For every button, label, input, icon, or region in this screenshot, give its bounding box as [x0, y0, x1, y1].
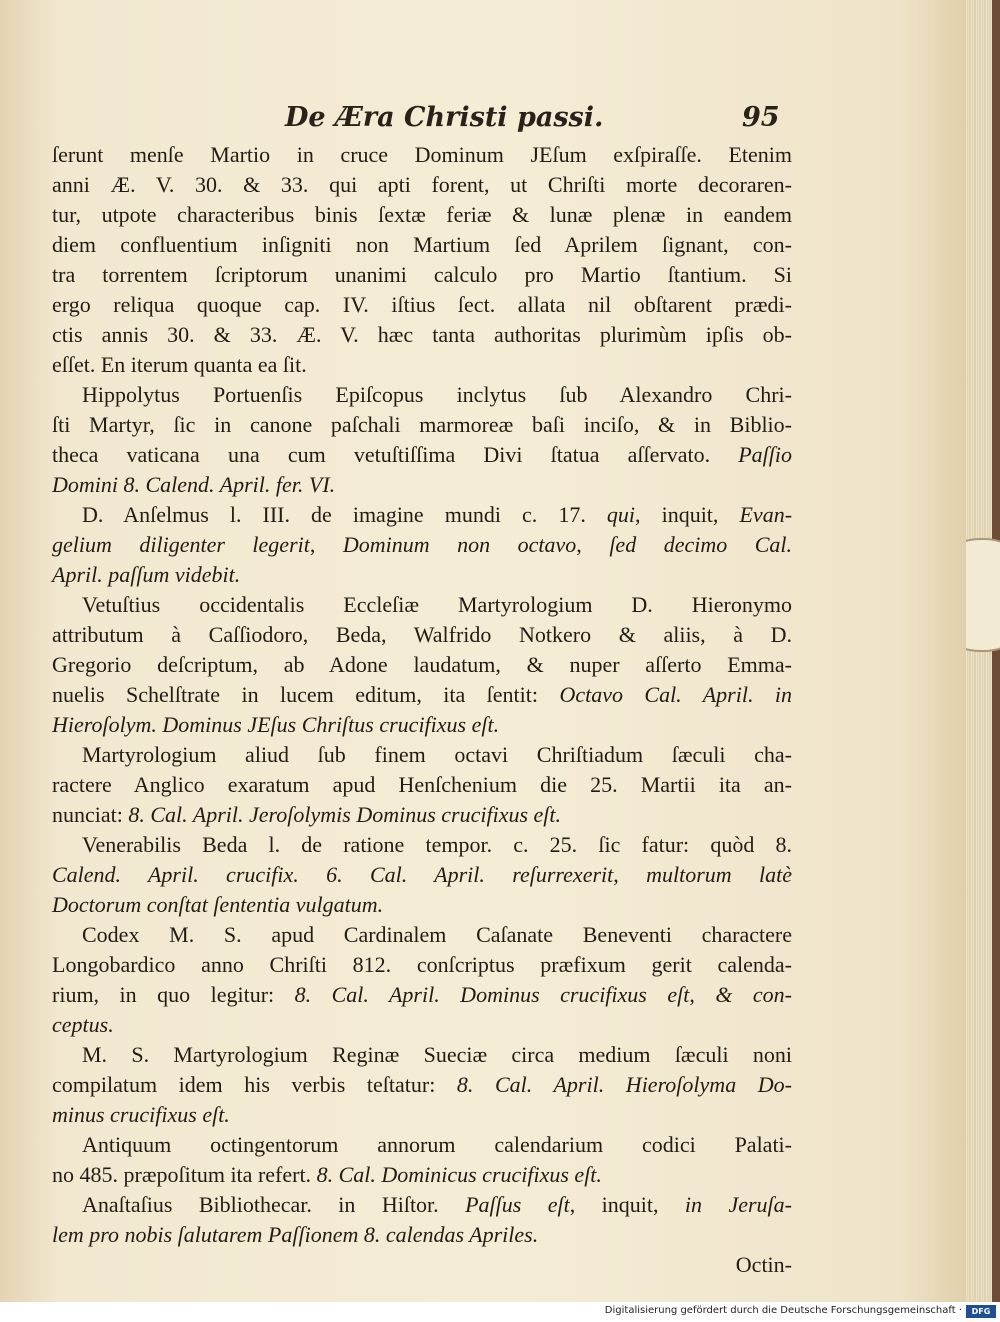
text-line — [52, 1130, 792, 1160]
text-line — [52, 710, 792, 740]
text-run: ſerunt menſe Martio in cruce Dominum JEſum exſpiraſſe. Etenim — [52, 142, 792, 167]
italic-text-run: & con- — [715, 982, 793, 1007]
text-run: Venerabilis Beda l. de ratione tempor. c. 25. ſic fatur: quòd 8. — [82, 832, 792, 857]
text-run: ſti Martyr, ſic in canone paſchali marmoreæ baſi inciſo, & in Biblio- — [52, 412, 792, 437]
italic-text-run: 8. Cal. April. Hieroſolyma Do- — [456, 1072, 792, 1097]
text-run: , inquit, — [569, 1192, 685, 1217]
body-text — [52, 140, 792, 1280]
text-line — [52, 560, 792, 590]
italic-text-run: Dominum non octavo — [342, 532, 577, 557]
italic-text-run: ſed decimo Cal. — [609, 532, 793, 557]
text-line — [52, 800, 792, 830]
text-line — [52, 380, 792, 410]
text-run: , — [576, 532, 610, 557]
text-line — [52, 1010, 792, 1040]
text-line — [52, 140, 792, 170]
text-line — [52, 530, 792, 560]
text-run: , — [613, 862, 647, 887]
text-run: eſſet. En iterum quanta ea ſit. — [52, 352, 307, 377]
text-run: Longobardico anno Chriſti 812. conſcriptus præfixum gerit calenda- — [52, 952, 792, 977]
italic-text-run: 8. Cal. April. Jeroſolymis Dominus crucifixus eſt. — [128, 802, 562, 827]
text-run: Vetuſtius occidentalis Eccleſiæ Martyrologium D. Hieronymo — [82, 592, 792, 617]
italic-text-run: in Jeruſa- — [684, 1192, 792, 1217]
text-run: Gregorio deſcriptum, ab Adone laudatum, & nuper aſſerto Emma- — [52, 652, 792, 677]
digitization-footer — [0, 1302, 1000, 1322]
text-run: attributum à Caſſiodoro, Beda, Walfrido Notkero & aliis, à D. — [52, 622, 792, 647]
text-line — [52, 920, 792, 950]
text-line — [52, 470, 792, 500]
text-run: theca vaticana una cum vetuſtiſſima Divi ſtatua aſſervato. — [52, 442, 739, 467]
text-run: diem confluentium inſigniti non Martium ſed Aprilem ſignant, con- — [52, 232, 792, 257]
italic-text-run: Paſſio — [738, 442, 792, 467]
dfg-logo: DFG — [966, 1305, 996, 1318]
italic-text-run: lem pro nobis ſalutarem Paſſionem 8. calendas Apriles. — [52, 1222, 539, 1247]
text-run: nuelis Schelſtrate in lucem editum, ita ſentit: — [52, 682, 560, 707]
text-line — [52, 620, 792, 650]
text-run: anni Æ. V. 30. & 33. qui apti forent, ut Chriſti morte decoraren- — [52, 172, 792, 197]
text-run: tra torrentem ſcriptorum unanimi calculo pro Martio ſtantium. Si — [52, 262, 792, 287]
text-run: Hippolytus Portuenſis Epiſcopus inclytus ſub Alexandro Chri- — [82, 382, 792, 407]
text-run: D. Anſelmus l. III. de imagine mundi c. 17. — [82, 502, 607, 527]
text-line — [52, 1100, 792, 1130]
text-run: rium, in quo legitur: — [52, 982, 295, 1007]
text-run: ctis annis 30. & 33. Æ. V. hæc tanta authoritas plurimùm ipſis ob- — [52, 322, 792, 347]
text-line — [52, 650, 792, 680]
text-run: Antiquum octingentorum annorum calendarium codici Palati- — [82, 1132, 792, 1157]
text-run: tur, utpote characteribus binis ſextæ feriæ & lunæ plenæ in eandem — [52, 202, 792, 227]
italic-text-run: ceptus. — [52, 1012, 114, 1037]
text-line — [52, 200, 792, 230]
text-line — [52, 1220, 792, 1250]
text-line — [52, 680, 792, 710]
catchword: Octin- — [735, 1252, 792, 1277]
text-line — [52, 320, 792, 350]
text-line — [52, 770, 792, 800]
text-run: no 485. præpoſitum ita refert. — [52, 1162, 317, 1187]
text-line — [52, 350, 792, 380]
italic-text-run: Hieroſolym. Dominus JEſus Chriſtus crucifixus eſt. — [52, 712, 500, 737]
text-line — [52, 500, 792, 530]
text-line — [52, 980, 792, 1010]
text-line — [52, 410, 792, 440]
text-line — [52, 260, 792, 290]
text-run: , — [309, 532, 343, 557]
text-line — [52, 170, 792, 200]
text-line — [52, 440, 792, 470]
text-line — [52, 1040, 792, 1070]
text-run: nunciat: — [52, 802, 129, 827]
italic-text-run: April. paſſum videbit. — [52, 562, 241, 587]
text-line — [52, 860, 792, 890]
text-run: ergo reliqua quoque cap. IV. iſtius ſect. allata nil obſtarent prædi- — [52, 292, 792, 317]
text-line — [52, 1070, 792, 1100]
italic-text-run: qui — [606, 502, 636, 527]
italic-text-run: Domini 8. Calend. April. fer. VI. — [52, 472, 336, 497]
text-run: , — [689, 982, 716, 1007]
text-line — [52, 950, 792, 980]
italic-text-run: Evan- — [739, 502, 793, 527]
text-run: Martyrologium aliud ſub finem octavi Chriſtiadum ſæculi cha- — [82, 742, 792, 767]
text-run: Codex M. S. apud Cardinalem Caſanate Beneventi charactere — [82, 922, 792, 947]
text-line — [52, 890, 792, 920]
running-head — [0, 102, 966, 142]
italic-text-run: multorum latè — [646, 862, 792, 887]
text-line — [52, 1190, 792, 1220]
text-run: , inquit, — [635, 502, 740, 527]
text-run: compilatum idem his verbis teſtatur: — [52, 1072, 457, 1097]
text-run: Anaſtaſius Bibliothecar. in Hiſtor. — [82, 1192, 466, 1217]
running-head-title: De Æra Christi passi. — [285, 102, 604, 133]
italic-text-run: minus crucifixus eſt. — [52, 1102, 230, 1127]
italic-text-run: gelium diligenter legerit — [52, 532, 310, 557]
funding-credit: Digitalisierung gefördert durch die Deutsche Forschungsgemeinschaft · — [604, 1305, 962, 1316]
text-run: ractere Anglico exaratum apud Henſchenium die 25. Martii ita an- — [52, 772, 792, 797]
text-run: M. S. Martyrologium Reginæ Sueciæ circa medium ſæculi noni — [82, 1042, 792, 1067]
italic-text-run: Doctorum conſtat ſententia vulgatum. — [52, 892, 384, 917]
italic-text-run: Calend. April. crucifix. 6. Cal. April. reſurrexerit — [52, 862, 614, 887]
text-line — [52, 740, 792, 770]
text-line — [52, 830, 792, 860]
text-line — [52, 230, 792, 260]
italic-text-run: Paſſus eſt — [465, 1192, 570, 1217]
italic-text-run: 8. Cal. April. Dominus crucifixus eſt — [294, 982, 690, 1007]
text-line — [52, 1160, 792, 1190]
italic-text-run: 8. Cal. Dominicus crucifixus eſt. — [316, 1162, 602, 1187]
text-line — [52, 290, 792, 320]
page-number: 95 — [742, 102, 780, 133]
italic-text-run: Octavo Cal. April. in — [559, 682, 792, 707]
text-line — [52, 590, 792, 620]
